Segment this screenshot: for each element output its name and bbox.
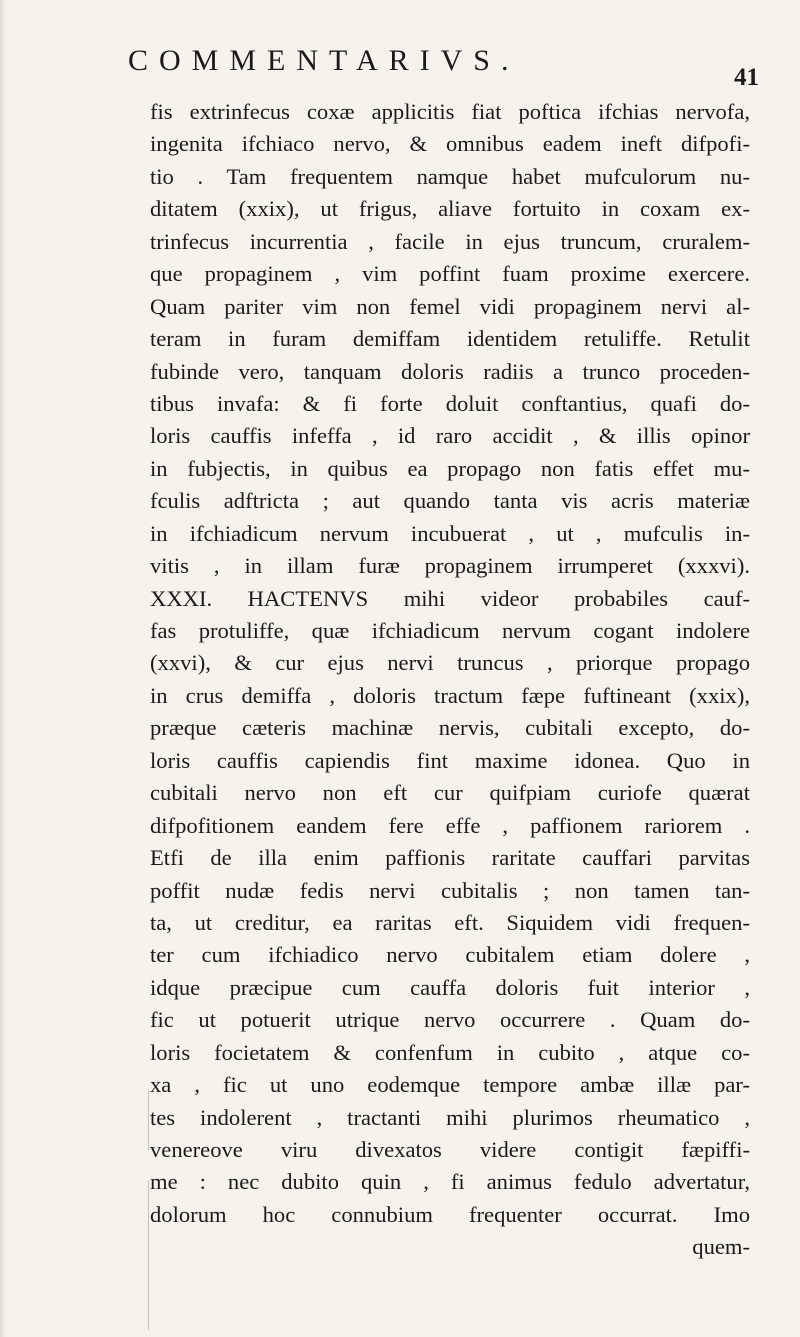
text-line: loris focietatem & confenfum in cubito , atque co- <box>150 1039 750 1065</box>
text-line: vitis , in illam furæ propaginem irrumperet (xxxvi). <box>150 553 750 579</box>
text-line: dolorum hoc connubium frequenter occurrat. Imo <box>150 1201 750 1227</box>
text-line: teram in furam demiffam identidem retuliffe. Retulit <box>150 326 750 352</box>
text-line: fic ut potuerit utrique nervo occurrere . Quam do- <box>150 1007 750 1033</box>
page-edge-shadow <box>0 0 6 1337</box>
text-line: tio . Tam frequentem namque habet mufculorum nu- <box>150 163 750 189</box>
text-line: in crus demiffa , doloris tractum fæpe fuftineant (xxix), <box>150 682 750 708</box>
text-line: in ifchiadicum nervum incubuerat , ut , mufculis in- <box>150 520 750 546</box>
text-line: idque præcipue cum cauffa doloris fuit interior , <box>150 974 750 1000</box>
body-text <box>150 96 750 1264</box>
text-line: Etfi de illa enim paffionis raritate cauffari parvitas <box>150 845 750 871</box>
text-line: tibus invafa: & fi forte doluit conftantius, quafi do- <box>150 390 750 416</box>
text-line: tes indolerent , tractanti mihi plurimos rheumatico , <box>150 1104 750 1130</box>
text-line: venereove viru divexatos videre contigit fæpiffi- <box>150 1137 750 1162</box>
text-line: fculis adftricta ; aut quando tanta vis acris materiæ <box>150 488 750 514</box>
text-line: trinfecus incurrentia , facile in ejus truncum, cruralem- <box>150 228 750 254</box>
text-line: ditatem (xxix), ut frigus, aliave fortuito in coxam ex- <box>150 196 750 222</box>
text-line: xa , fic ut uno eodemque tempore ambæ illæ par- <box>150 1072 750 1098</box>
text-line: præque cæteris machinæ nervis, cubitali excepto, do- <box>150 715 750 741</box>
text-line: fas protuliffe, quæ ifchiadicum nervum cogant indolere <box>150 618 750 643</box>
text-line: fubinde vero, tanquam doloris radiis a trunco proceden- <box>150 358 750 384</box>
text-line: ingenita ifchiaco nervo, & omnibus eadem ineft difpofi- <box>150 131 750 157</box>
text-line: poffit nudæ fedis nervi cubitalis ; non tamen tan- <box>150 877 750 903</box>
page-number: 41 <box>734 64 759 91</box>
text-line: me : nec dubito quin , fi animus fedulo advertatur, <box>150 1169 750 1195</box>
margin-rule <box>148 1090 149 1150</box>
text-line: loris cauffis infeffa , id raro accidit , & illis opinor <box>150 423 750 449</box>
catchword: quem- <box>692 1234 750 1260</box>
text-line: (xxvi), & cur ejus nervi truncus , priorque propago <box>150 650 750 676</box>
text-line: Quam pariter vim non femel vidi propaginem nervi al- <box>150 293 750 319</box>
text-line: difpofitionem eandem fere effe , paffionem rariorem . <box>150 812 750 838</box>
text-line: in fubjectis, in quibus ea propago non fatis effet mu- <box>150 455 750 481</box>
text-line: loris cauffis capiendis fint maxime idonea. Quo in <box>150 747 750 773</box>
text-line: ta, ut creditur, ea raritas eft. Siquidem vidi frequen- <box>150 909 750 935</box>
text-line: fis extrinfecus coxæ applicitis fiat poftica ifchias nervofa, <box>150 99 750 124</box>
margin-rule <box>148 1180 149 1330</box>
running-head: COMMENTARIVS. <box>128 44 520 77</box>
section-heading-line: XXXI. HACTENVS mihi videor probabiles cauf- <box>150 585 750 611</box>
text-line: cubitali nervo non eft cur quifpiam curiofe quærat <box>150 780 750 806</box>
text-line: que propaginem , vim poffint fuam proxime exercere. <box>150 261 750 287</box>
text-line: ter cum ifchiadico nervo cubitalem etiam dolere , <box>150 942 750 968</box>
